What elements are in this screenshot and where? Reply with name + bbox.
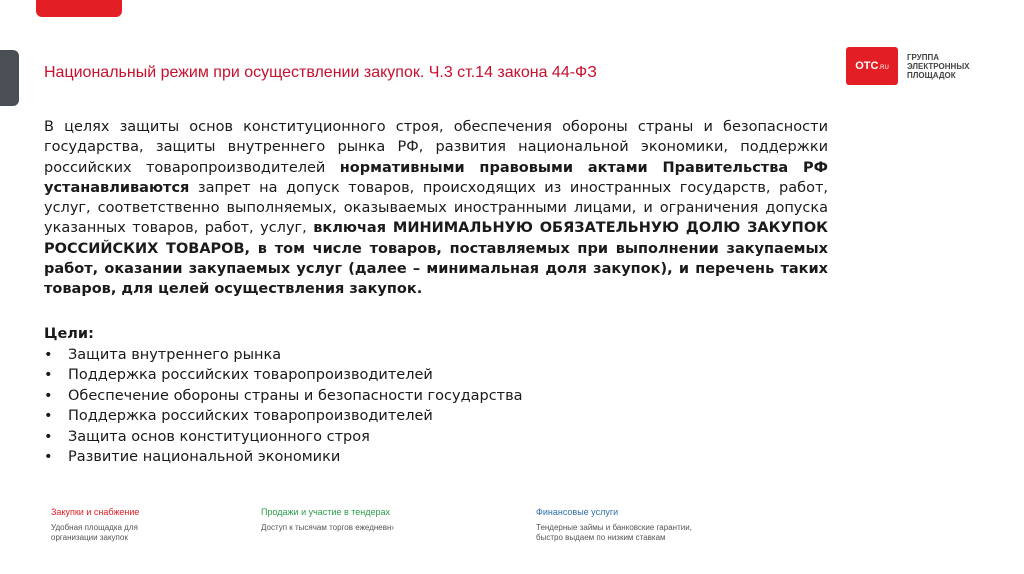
footer-procurement-desc (51, 523, 201, 543)
footer-procurement-title[interactable]: Закупки и снабжение (51, 507, 140, 517)
logo-tagline-3: ПЛОЩАДОК (907, 71, 956, 80)
footer-desc-line: Тендерные займы и банковские гарантии, (536, 523, 692, 532)
footer-sales[interactable] (261, 507, 491, 533)
logo-tagline (907, 53, 987, 80)
goal-text: Поддержка российских товаропроизводителей (68, 408, 433, 424)
paragraph-part-1: В целях защиты основ конституционного строя, обеспечения обороны страны и безопасности государства, защиты внутреннего рынка РФ, развития национальной экономики, поддержки российских товаропроизводителей (44, 119, 828, 176)
ots-logo (846, 47, 981, 87)
footer-procurement[interactable] (51, 507, 201, 543)
goal-text: Защита основ конституционного строя (68, 428, 370, 445)
goal-text: Развитие национальной экономики (68, 449, 341, 465)
footer-finance-title[interactable]: Финансовые услуги (536, 507, 619, 517)
footer-finance[interactable] (536, 507, 766, 543)
footer-sales-title[interactable]: Продажи и участие в тендерах (261, 507, 391, 517)
bullet: • (44, 449, 53, 465)
main-paragraph (44, 117, 828, 300)
slide-title: Национальный режим при осуществлении закупок. Ч.3 ст.14 закона 44-ФЗ (44, 64, 597, 81)
logo-brand-suffix: .RU (878, 65, 889, 71)
logo-brand: ОТС (855, 60, 879, 72)
bullet: • (44, 387, 53, 404)
list-item (44, 386, 523, 407)
list-item (44, 447, 523, 468)
goals-list (44, 324, 523, 468)
goal-text: Поддержка российских товаропроизводителей (68, 367, 433, 383)
goal-text: Обеспечение обороны страны и безопасности государства (68, 387, 523, 404)
bullet: • (44, 346, 53, 363)
logo-tagline-1: ГРУППА (907, 53, 940, 62)
footer-sales-desc (261, 523, 491, 533)
footer-finance-desc (536, 523, 766, 543)
bullet: • (44, 428, 53, 445)
list-item (44, 406, 523, 427)
list-item (44, 345, 523, 366)
goal-text: Защита внутреннего рынка (68, 346, 282, 363)
paragraph-bold-2: включая МИНИМАЛЬНУЮ ОБЯЗАТЕЛЬНУЮ ДОЛЮ ЗАКУПОК РОССИЙСКИХ ТОВАРОВ, в том числе товаров, поставляемых при выполнении закупаемых работ, оказании закупаемых услуг (далее – минимальная доля закупок), и перечень таких товаров, для целей осуществления закупок. (44, 220, 828, 298)
bullet: • (44, 408, 53, 424)
footer-desc-line: Удобная площадка для (51, 523, 138, 532)
paragraph-part-2: запрет на допуск товаров, происходящих из иностранных государств, работ, услуг, соответственно выполняемых, оказываемых иностранными лицами, и ограничения допуска указанных товаров, работ, услуг, (44, 179, 828, 237)
list-item (44, 427, 523, 448)
left-gray-tab (0, 50, 19, 106)
logo-tagline-2: ЭЛЕКТРОННЫХ (907, 62, 970, 71)
footer-desc-line: быстро выдаем по низким ставкам (536, 533, 666, 542)
footer-desc-line: Доступ к тысячам торгов ежедневн› (261, 523, 395, 532)
logo-mark (846, 47, 898, 85)
footer-desc-line: организации закупок (51, 533, 128, 542)
goals-title: Цели: (44, 326, 94, 342)
bullet: • (44, 367, 53, 383)
list-item (44, 365, 523, 386)
top-red-tab (36, 0, 122, 17)
paragraph-bold-1: нормативными правовыми актами Правительства РФ устанавливаются (44, 159, 828, 196)
